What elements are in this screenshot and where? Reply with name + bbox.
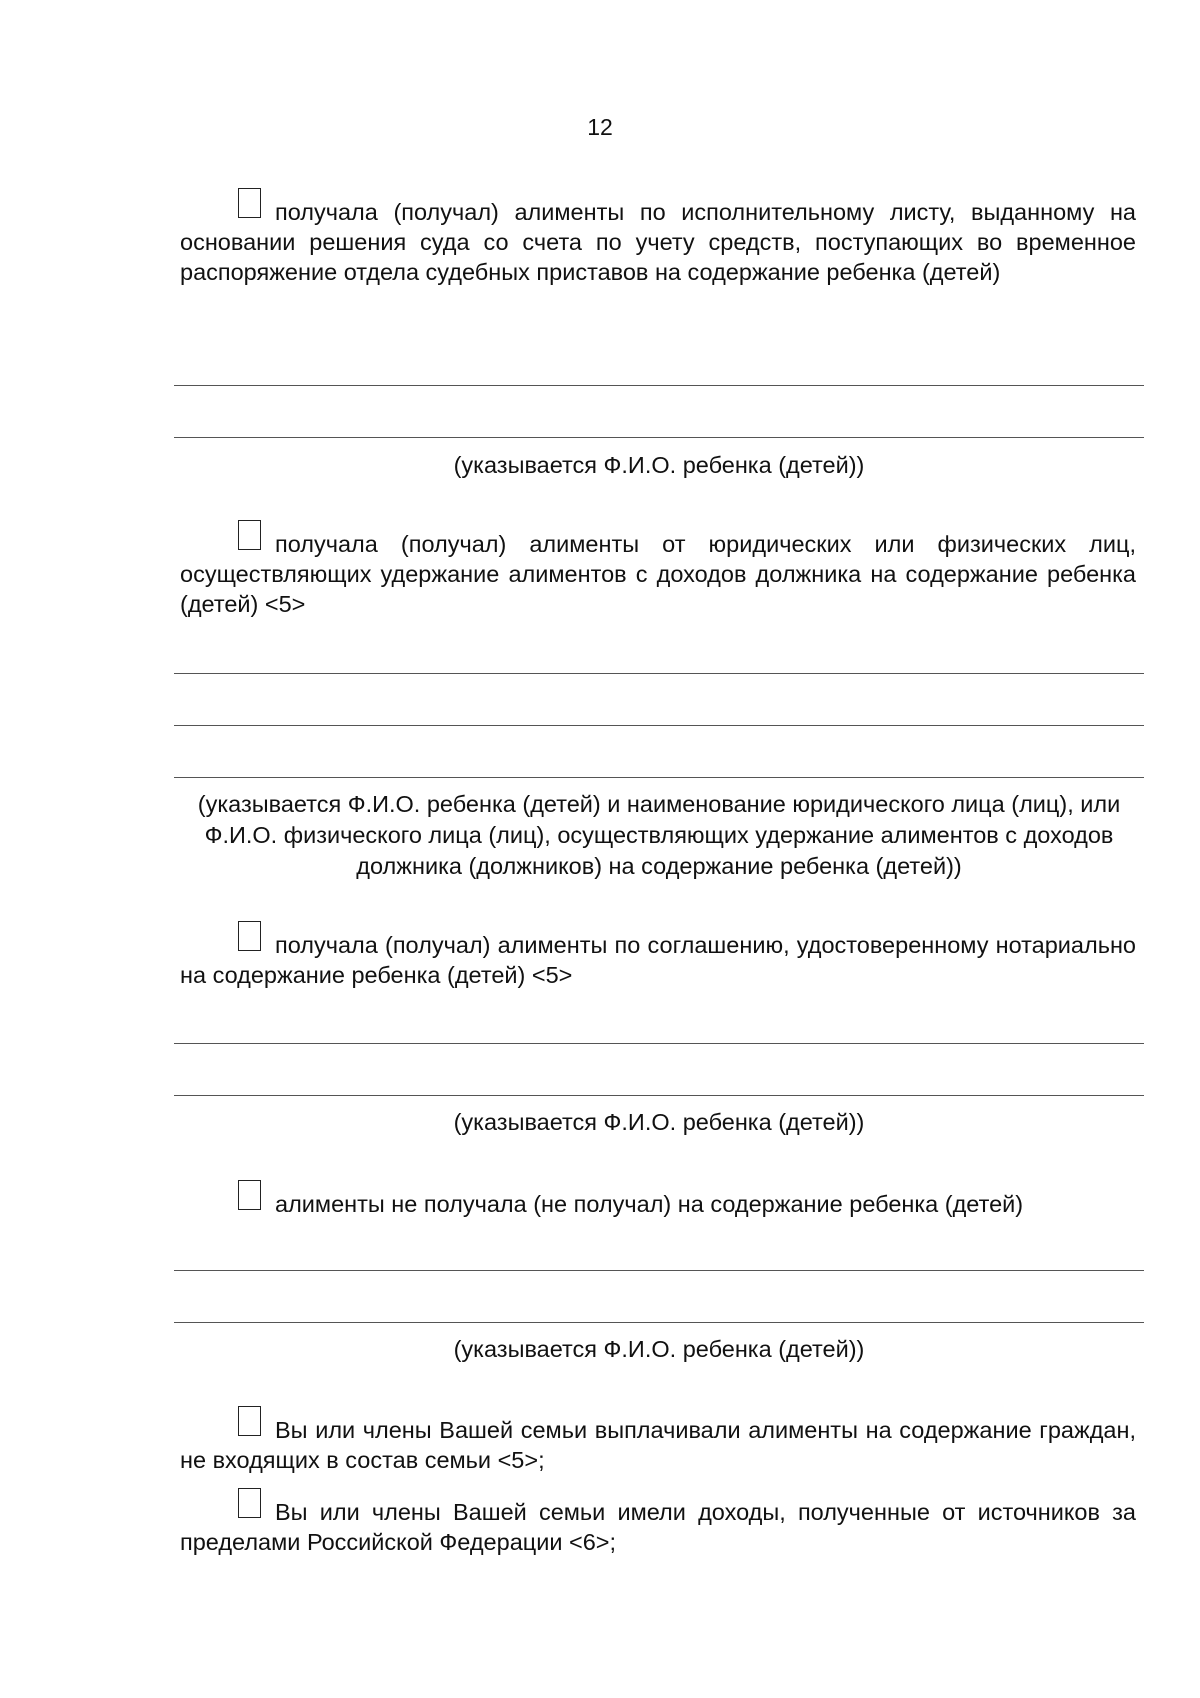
option-paid-alimony-text: Вы или члены Вашей семьи выплачивали алименты на содержание граждан, не входящих в состав семьи <5>; [180, 1417, 1136, 1473]
option-alimony-writ-checkbox[interactable] [238, 188, 261, 218]
option-foreign-income [180, 1488, 1136, 1557]
field-caption: (указывается Ф.И.О. ребенка (детей)) [453, 1109, 865, 1135]
fill-line[interactable] [174, 777, 1144, 778]
option-alimony-withholding-text: получала (получал) алименты от юридических или физических лиц, осуществляющих удержание алиментов с доходов должника на содержание ребенка (детей) <5> [180, 531, 1136, 617]
field-caption: (указывается Ф.И.О. ребенка (детей)) [453, 1336, 865, 1362]
option-foreign-income-checkbox[interactable] [238, 1488, 261, 1518]
field-caption: (указывается Ф.И.О. ребенка (детей) и наименование юридического лица (лиц), или Ф.И.О. физического лица (лиц), осуществляющих удержание алиментов с доходов должника (должников) на содержание ребенка (детей)) [197, 791, 1121, 879]
option-paid-alimony [180, 1406, 1136, 1475]
fill-line[interactable] [174, 1322, 1144, 1323]
fill-line[interactable] [174, 1095, 1144, 1096]
fill-line[interactable] [174, 385, 1144, 386]
field-caption: (указывается Ф.И.О. ребенка (детей)) [453, 452, 865, 478]
option-alimony-notarial-checkbox[interactable] [238, 921, 261, 951]
option-alimony-withholding [180, 520, 1136, 619]
option-alimony-notarial-text: получала (получал) алименты по соглашению, удостоверенному нотариально на содержание ребенка (детей) <5> [180, 932, 1136, 988]
option-alimony-writ [180, 188, 1136, 287]
option-no-alimony-checkbox[interactable] [238, 1180, 261, 1210]
option-foreign-income-text: Вы или члены Вашей семьи имели доходы, полученные от источников за пределами Российской Федерации <6>; [180, 1499, 1136, 1555]
option-alimony-withholding-checkbox[interactable] [238, 520, 261, 550]
fill-line[interactable] [174, 1043, 1144, 1044]
fill-line[interactable] [174, 1270, 1144, 1271]
option-no-alimony-text: алименты не получала (не получал) на содержание ребенка (детей) [275, 1191, 1024, 1217]
fill-line[interactable] [174, 725, 1144, 726]
fill-line[interactable] [174, 437, 1144, 438]
option-no-alimony [180, 1180, 1136, 1219]
option-alimony-writ-text: получала (получал) алименты по исполнительному листу, выданному на основании решения суда со счета по учету средств, поступающих во временное распоряжение отдела судебных приставов на содержание ребенка (детей) [180, 199, 1136, 285]
page-number: 12 [587, 114, 613, 140]
option-alimony-notarial [180, 921, 1136, 990]
fill-line[interactable] [174, 673, 1144, 674]
option-paid-alimony-checkbox[interactable] [238, 1406, 261, 1436]
